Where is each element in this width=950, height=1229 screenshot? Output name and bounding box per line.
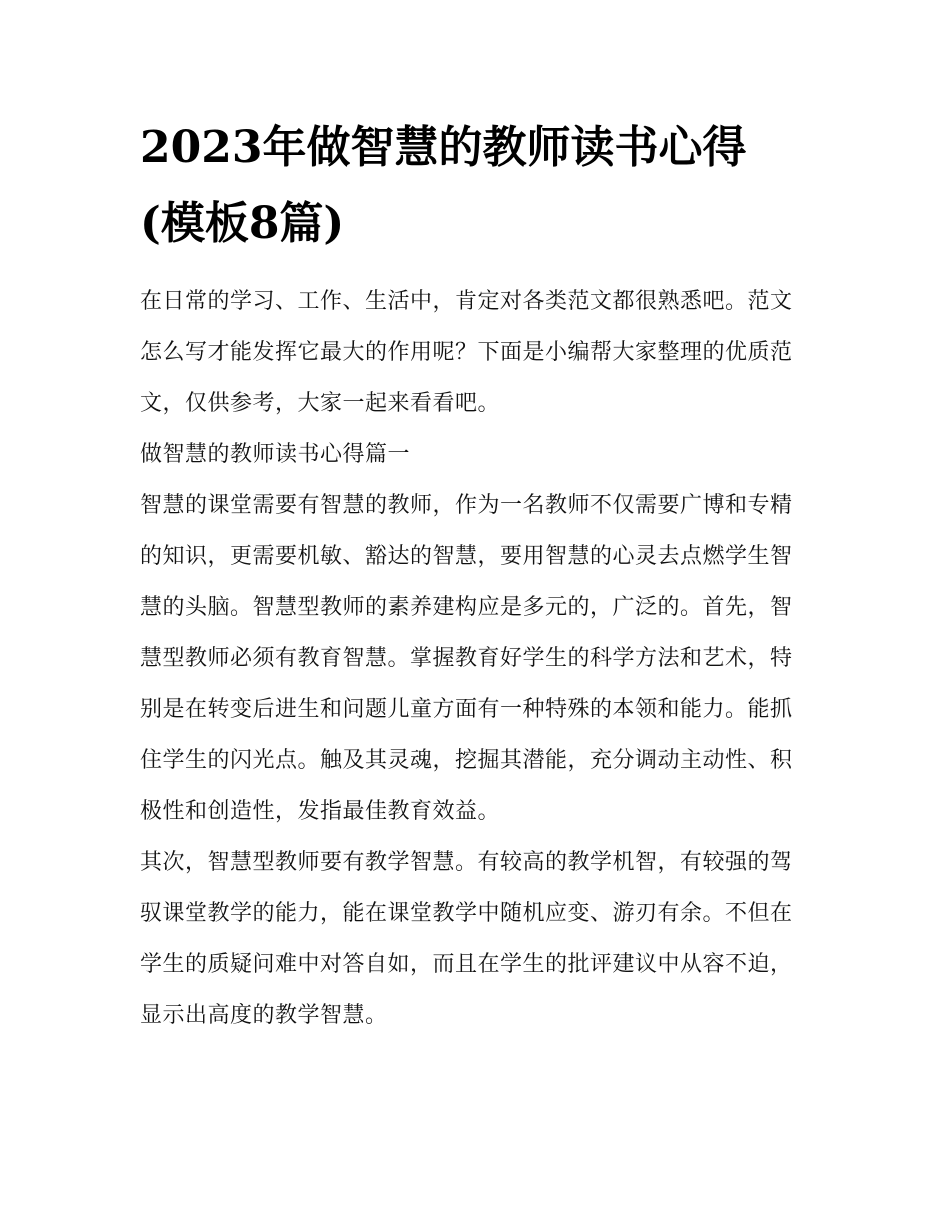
title-line-1: 2023年做智慧的教师读书心得: [140, 122, 747, 173]
body-paragraph: 智慧的课堂需要有智慧的教师，作为一名教师不仅需要广博和专精的知识，更需要机敏、豁达的智慧，要用智慧的心灵去点燃学生智慧的头脑。智慧型教师的素养建构应是多元的，广泛的。首先，智慧型教师必须有教育智慧。掌握教育好学生的科学方法和艺术，特别是在转变后进生和问题儿童方面有一种特殊的本领和能力。能抓住学生的闪光点。触及其灵魂，挖掘其潜能，充分调动主动性、积极性和创造性，发指最佳教育效益。: [140, 493, 793, 824]
document-page: [140, 110, 812, 1041]
document-body: [140, 276, 812, 1041]
document-title: [140, 110, 812, 262]
body-paragraph: 其次，智慧型教师要有教学智慧。有较高的教学机智，有较强的驾驭课堂教学的能力，能在课堂教学中随机应变、游刃有余。不但在学生的质疑问难中对答自如，而且在学生的批评建议中从容不迫，显示出高度的教学智慧。: [140, 850, 793, 1028]
section-heading: 做智慧的教师读书心得篇一: [140, 442, 411, 467]
intro-paragraph: 在日常的学习、工作、生活中，肯定对各类范文都很熟悉吧。范文怎么写才能发挥它最大的作用呢？下面是小编帮大家整理的优质范文，仅供参考，大家一起来看看吧。: [140, 289, 793, 416]
title-line-2: (模板8篇): [140, 198, 345, 249]
